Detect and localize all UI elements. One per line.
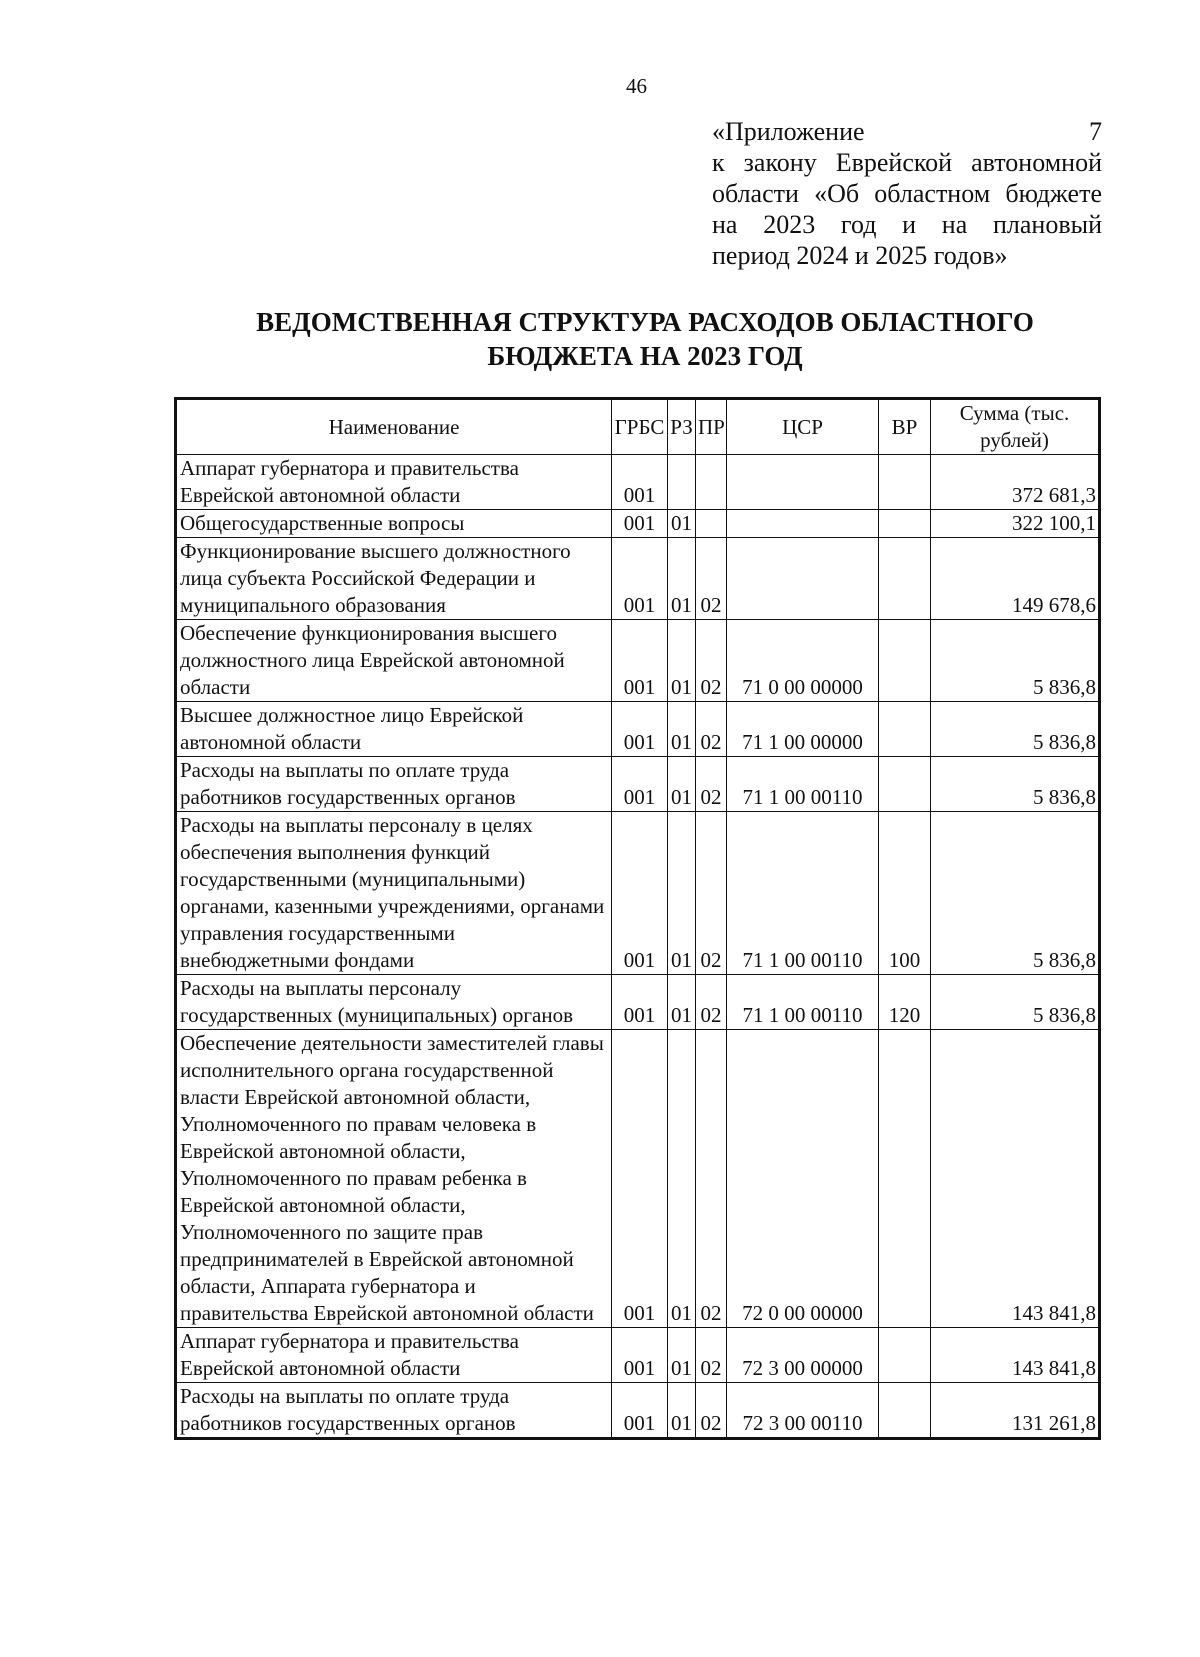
cell-vr	[879, 1328, 931, 1383]
annex-line: «Приложение 7	[712, 117, 1102, 146]
cell-csr: 71 1 00 00110	[727, 757, 879, 812]
cell-sum: 149 678,6	[931, 538, 1099, 620]
table-row	[177, 1030, 1099, 1328]
cell-csr: 71 1 00 00110	[727, 975, 879, 1030]
cell-name: Расходы на выплаты по оплате труда работников государственных органов	[177, 757, 612, 812]
cell-sum: 131 261,8	[931, 1383, 1099, 1438]
cell-sum: 5 836,8	[931, 812, 1099, 975]
cell-name: Расходы на выплаты персоналу государственных (муниципальных) органов	[177, 975, 612, 1030]
cell-name: Расходы на выплаты персоналу в целях обеспечения выполнения функций государственными (муниципальными) органами, казенными учреждениями, органами управления государственными внебюджетными фондами	[177, 812, 612, 975]
annex-line: на 2023 год и на плановый	[712, 210, 1102, 239]
cell-grbs: 001	[612, 1030, 668, 1328]
cell-pr: 02	[696, 620, 727, 702]
cell-pr: 02	[696, 1030, 727, 1328]
table-row	[177, 1328, 1099, 1383]
document-title	[150, 305, 1140, 373]
table-header-row	[177, 400, 1099, 455]
cell-rz: 01	[668, 975, 696, 1030]
cell-vr: 120	[879, 975, 931, 1030]
cell-pr: 02	[696, 975, 727, 1030]
cell-csr: 71 1 00 00110	[727, 812, 879, 975]
cell-rz: 01	[668, 538, 696, 620]
cell-sum: 322 100,1	[931, 510, 1099, 538]
column-header-vr: ВР	[879, 400, 931, 455]
annex-line: период 2024 и 2025 годов»	[712, 241, 1008, 270]
cell-name: Обеспечение функционирования высшего должностного лица Еврейской автономной области	[177, 620, 612, 702]
cell-grbs: 001	[612, 510, 668, 538]
cell-grbs: 001	[612, 538, 668, 620]
annex-line: к закону Еврейской автономной	[712, 148, 1102, 177]
cell-vr	[879, 620, 931, 702]
cell-rz	[668, 455, 696, 510]
cell-csr: 72 3 00 00000	[727, 1328, 879, 1383]
cell-csr: 72 0 00 00000	[727, 1030, 879, 1328]
column-header-grbs: ГРБС	[612, 400, 668, 455]
cell-pr	[696, 510, 727, 538]
cell-csr: 72 3 00 00110	[727, 1383, 879, 1438]
column-header-pr: ПР	[696, 400, 727, 455]
cell-vr	[879, 538, 931, 620]
cell-sum: 143 841,8	[931, 1030, 1099, 1328]
cell-pr: 02	[696, 812, 727, 975]
cell-name: Расходы на выплаты по оплате труда работников государственных органов	[177, 1383, 612, 1438]
cell-vr	[879, 510, 931, 538]
cell-pr: 02	[696, 1328, 727, 1383]
table-row	[177, 757, 1099, 812]
cell-name: Аппарат губернатора и правительства Еврейской автономной области	[177, 455, 612, 510]
cell-name: Функционирование высшего должностного лица субъекта Российской Федерации и муниципального образования	[177, 538, 612, 620]
cell-csr	[727, 510, 879, 538]
cell-rz: 01	[668, 702, 696, 757]
cell-pr	[696, 455, 727, 510]
cell-grbs: 001	[612, 757, 668, 812]
cell-grbs: 001	[612, 975, 668, 1030]
cell-vr	[879, 757, 931, 812]
cell-grbs: 001	[612, 1328, 668, 1383]
table-row	[177, 1383, 1099, 1438]
cell-sum: 5 836,8	[931, 975, 1099, 1030]
cell-grbs: 001	[612, 1383, 668, 1438]
cell-csr: 71 1 00 00000	[727, 702, 879, 757]
cell-rz: 01	[668, 1030, 696, 1328]
table-row	[177, 620, 1099, 702]
cell-name: Аппарат губернатора и правительства Еврейской автономной области	[177, 1328, 612, 1383]
cell-csr	[727, 538, 879, 620]
cell-pr: 02	[696, 538, 727, 620]
cell-vr: 100	[879, 812, 931, 975]
annex-line: области «Об областном бюджете	[712, 179, 1102, 208]
cell-rz: 01	[668, 757, 696, 812]
cell-grbs: 001	[612, 620, 668, 702]
column-header-name: Наименование	[177, 400, 612, 455]
cell-vr	[879, 702, 931, 757]
cell-grbs: 001	[612, 455, 668, 510]
column-header-sum: Сумма (тыс. рублей)	[931, 400, 1099, 455]
cell-vr	[879, 455, 931, 510]
title-line: БЮДЖЕТА НА 2023 ГОД	[487, 341, 803, 371]
cell-sum: 5 836,8	[931, 702, 1099, 757]
title-line: ВЕДОМСТВЕННАЯ СТРУКТУРА РАСХОДОВ ОБЛАСТНОГО	[256, 307, 1034, 337]
cell-rz: 01	[668, 620, 696, 702]
cell-sum: 5 836,8	[931, 620, 1099, 702]
cell-rz: 01	[668, 510, 696, 538]
cell-sum: 5 836,8	[931, 757, 1099, 812]
cell-vr	[879, 1383, 931, 1438]
table-row	[177, 812, 1099, 975]
cell-grbs: 001	[612, 812, 668, 975]
cell-pr: 02	[696, 757, 727, 812]
column-header-rz: РЗ	[668, 400, 696, 455]
column-header-csr: ЦСР	[727, 400, 879, 455]
table-row	[177, 702, 1099, 757]
cell-csr: 71 0 00 00000	[727, 620, 879, 702]
cell-csr	[727, 455, 879, 510]
table-row	[177, 538, 1099, 620]
cell-name: Обеспечение деятельности заместителей главы исполнительного органа государственной власти Еврейской автономной области, Уполномоченного по правам человека в Еврейской автономной области, Уполномоченного по правам ребенка в Еврейской автономной области, Уполномоченного по защите прав предпринимателей в Еврейской автономной области, Аппарата губернатора и правительства Еврейской автономной области	[177, 1030, 612, 1328]
table-row	[177, 510, 1099, 538]
table-row	[177, 975, 1099, 1030]
cell-rz: 01	[668, 1383, 696, 1438]
budget-structure-table	[176, 399, 1099, 1438]
cell-rz: 01	[668, 812, 696, 975]
table-row	[177, 455, 1099, 510]
cell-rz: 01	[668, 1328, 696, 1383]
cell-sum: 143 841,8	[931, 1328, 1099, 1383]
cell-grbs: 001	[612, 702, 668, 757]
cell-pr: 02	[696, 702, 727, 757]
page-number: 46	[626, 74, 647, 98]
cell-name: Высшее должностное лицо Еврейской автономной области	[177, 702, 612, 757]
cell-name: Общегосударственные вопросы	[177, 510, 612, 538]
cell-vr	[879, 1030, 931, 1328]
cell-pr: 02	[696, 1383, 727, 1438]
cell-sum: 372 681,3	[931, 455, 1099, 510]
annex-reference	[712, 116, 1102, 271]
